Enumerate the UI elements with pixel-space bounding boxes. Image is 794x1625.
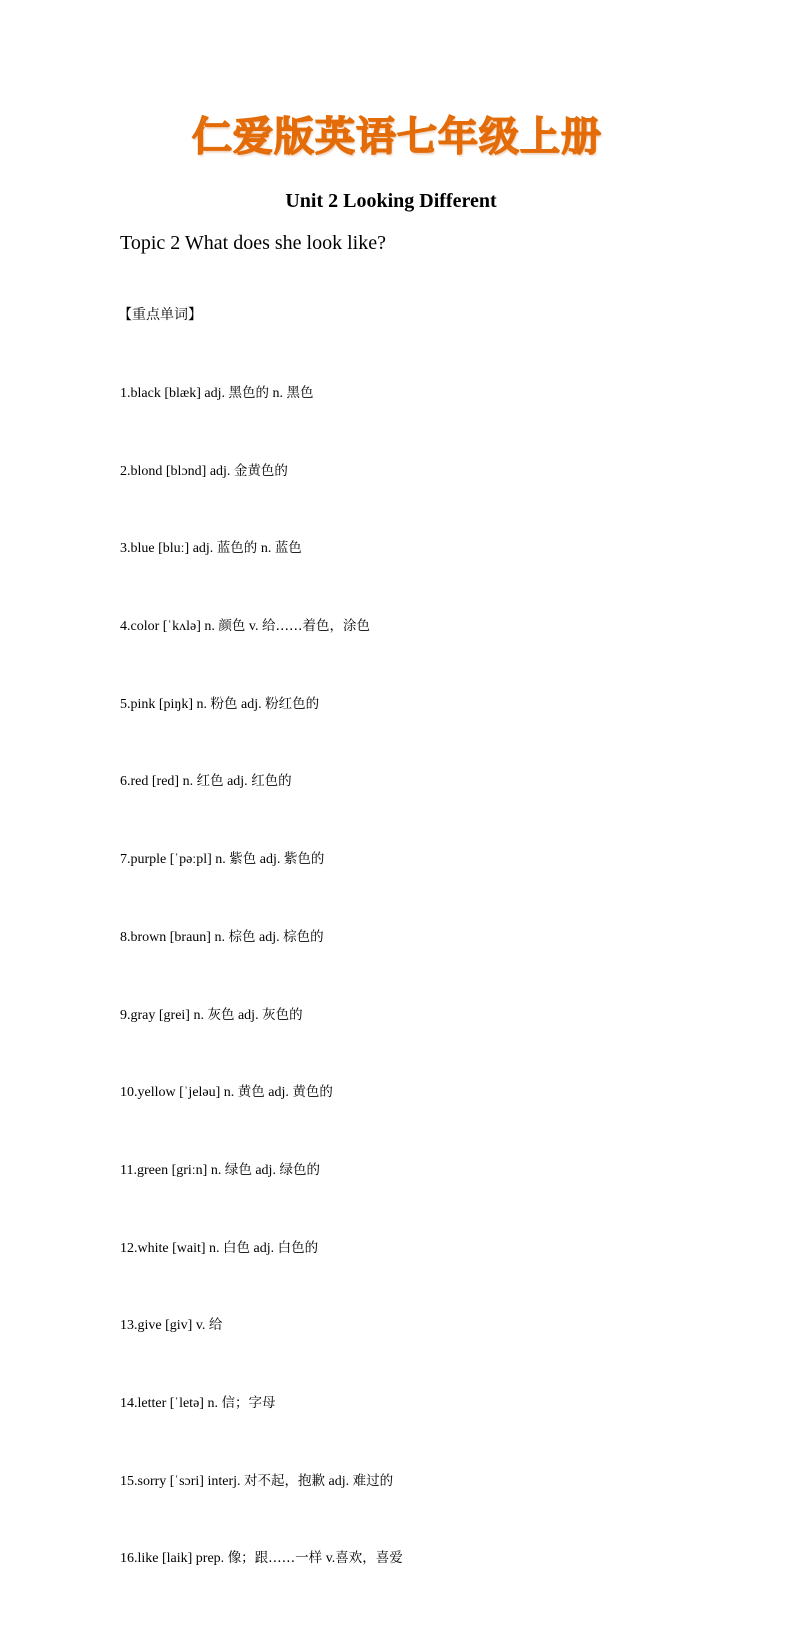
vocab-pos: adj.: [256, 852, 284, 868]
vocab-pos: n.: [257, 541, 275, 557]
vocab-item: [120, 1159, 403, 1201]
vocab-meaning-2: 粉红色的: [265, 695, 320, 712]
vocab-meaning-2: 喜欢，喜爱: [335, 1550, 403, 1567]
vocab-entry: 14.letter [ˈletə] n.: [120, 1395, 222, 1411]
vocab-pos: adj.: [237, 696, 266, 712]
vocab-meaning: 红色: [196, 773, 224, 790]
vocab-entry: 4.color [ˈkʌlə] n.: [120, 619, 219, 635]
vocab-pos: adj.: [234, 1007, 263, 1023]
vocab-pos: v.: [245, 619, 262, 635]
vocab-meaning: 黄色: [237, 1084, 265, 1101]
vocab-entry: 1.black [blæk] adj.: [120, 386, 229, 401]
vocab-item: [120, 770, 403, 812]
vocab-entry: 3.blue [bluː] adj.: [120, 541, 217, 557]
unit-title: Unit 2 Looking Different: [285, 190, 497, 212]
vocab-meaning: 棕色: [228, 928, 256, 945]
vocab-entry: 11.green [griːn] n.: [120, 1162, 225, 1178]
vocab-meaning-2: 黑色: [286, 385, 314, 401]
vocab-pos: adj.: [251, 1162, 280, 1178]
banner-title: 仁爱版英语七年级上册: [192, 114, 602, 160]
vocab-item: [120, 1547, 403, 1589]
vocab-item: [120, 926, 403, 968]
vocab-meaning-2: 蓝色: [274, 540, 302, 557]
vocab-item: [120, 537, 403, 579]
vocab-list: [120, 346, 403, 1625]
vocab-meaning: 给: [208, 1317, 223, 1334]
vocab-item: [120, 382, 403, 424]
vocab-meaning-2: 棕色的: [283, 928, 324, 945]
vocab-entry: 10.yellow [ˈjeləu] n.: [120, 1085, 238, 1101]
section-heading: 【重点单词】: [118, 307, 202, 323]
vocab-meaning-2: 难过的: [352, 1472, 394, 1489]
vocab-entry: 15.sorry [ˈsɔri] interj.: [120, 1473, 245, 1489]
vocab-entry: 2.blond [blɔnd] adj.: [120, 463, 234, 479]
vocab-pos: adj.: [223, 774, 252, 790]
vocab-pos: adj.: [264, 1085, 293, 1101]
vocab-meaning: 像；跟……一样: [227, 1550, 323, 1567]
vocab-entry: 7.purple [ˈpəːpl] n.: [120, 852, 230, 868]
vocab-item: [120, 1081, 403, 1123]
vocab-meaning-2: 灰色的: [262, 1006, 303, 1023]
vocab-item: [120, 1392, 403, 1434]
vocab-item: [120, 848, 403, 890]
vocab-pos: adj.: [250, 1240, 278, 1256]
vocab-meaning: 金黄色的: [233, 462, 288, 479]
vocab-entry: 6.red [red] n.: [120, 774, 197, 790]
vocab-entry: 16.like [laik] prep.: [120, 1551, 228, 1567]
vocab-meaning: 对不起，抱歉: [244, 1472, 326, 1489]
vocab-meaning: 颜色: [218, 618, 246, 635]
vocab-item: [120, 1237, 403, 1279]
vocab-meaning: 绿色: [224, 1161, 252, 1178]
vocab-item: [120, 1004, 403, 1046]
vocab-meaning-2: 给……着色，涂色: [261, 618, 370, 635]
vocab-meaning: 信；字母: [221, 1394, 276, 1411]
vocab-meaning: 灰色: [207, 1006, 235, 1023]
vocab-entry: 9.gray [grei] n.: [120, 1007, 208, 1023]
vocab-meaning-2: 白色的: [277, 1239, 319, 1256]
vocab-pos: adj.: [325, 1473, 353, 1489]
vocab-item: [120, 615, 403, 657]
vocab-meaning: 蓝色的: [216, 540, 258, 557]
vocab-meaning-2: 紫色的: [283, 851, 325, 868]
vocab-item: [120, 1314, 403, 1356]
vocab-meaning: 白色: [223, 1239, 251, 1256]
vocab-pos: adj.: [255, 929, 284, 945]
vocab-meaning-2: 绿色的: [279, 1161, 320, 1178]
vocab-meaning: 紫色: [229, 851, 257, 868]
vocab-meaning: 粉色: [210, 695, 238, 712]
vocab-entry: 5.pink [piŋk] n.: [120, 696, 211, 712]
vocab-pos: n.: [268, 386, 287, 401]
vocab-entry: 13.give [giv] v.: [120, 1318, 209, 1334]
vocab-item: [120, 1470, 403, 1512]
vocab-entry: 8.brown [braun] n.: [120, 929, 229, 945]
topic-title: Topic 2 What does she look like?: [120, 232, 386, 254]
vocab-item: [120, 460, 403, 502]
vocab-meaning: 黑色的: [228, 385, 269, 401]
vocab-item: [120, 693, 403, 735]
vocab-entry: 12.white [wait] n.: [120, 1240, 224, 1256]
vocab-meaning-2: 红色的: [251, 773, 292, 790]
vocab-pos: v.: [322, 1551, 336, 1567]
vocab-meaning-2: 黄色的: [292, 1084, 333, 1101]
